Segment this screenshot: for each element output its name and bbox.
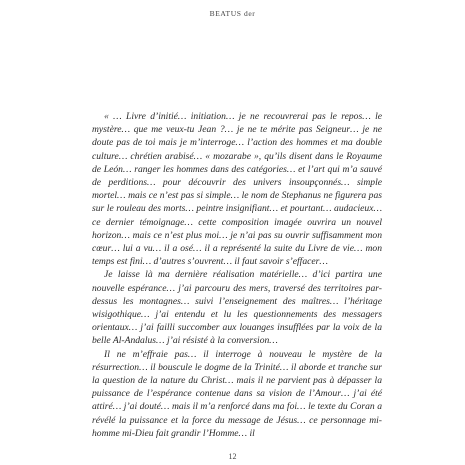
body-text: [92, 110, 382, 440]
paragraph: Il ne m’effraie pas… il interroge à nouveau le mystère de la résurrection… il bouscule le dogme de la Trinité… il aborde et tranche sur la question de la nature du Christ… mais il ne parvient pas à dépasser la puissance de l’espérance contenue dans sa vision de l’Amour… j’ai été attiré… j’ai douté… mais il m’a renforcé dans ma foi… le texte du Coran a révélé la puissance et la force du message de Jésus… ce personnage mi-homme mi-Dieu fait grandir l’Homme… il: [92, 348, 382, 439]
running-head: BEATUS der: [209, 9, 256, 18]
paragraph: « … Livre d’initié… initiation… je ne recouvrerai pas le repos… le mystère… que me veux-tu Jean ?… je ne te mérite pas Seigneur… je ne doute pas de toi mais je m’interroge… l’action des hommes et ma double culture… chrétien arabisé… « mozarabe », qu’ils disent dans le Royaume de León… ranger les hommes dans des catégories… et l’art qui m’a sauvé de perditions… pour découvrir des univers insoupçonnés… simple mortel… mais ce n’est pas si simple… le nom de Stephanus ne figurera pas sur le rouleau des morts… peintre insignifiant… et pourtant… audacieux… ce dernier témoignage… cette composition imagée ouvrira un nouvel horizon… mais ce n’est plus moi… je n’ai pas su ouvrir suffisamment mon cœur… lui a vu… il a osé… il a représenté la suite du Livre de vie… mon temps est fini… d’autres s’ouvrent… il faut savoir s’effacer…: [92, 111, 382, 268]
paragraph: Je laisse là ma dernière réalisation matérielle… d’ici partira une nouvelle espérance… j’ai parcouru des mers, traversé des territoires par-dessus les montagnes… suivi l’enseignement des maîtres… l’héritage wisigothique… j’ai entendu et lu les questionnements des messagers orientaux… j’ai failli succomber aux louanges insufflées par la voix de la belle Al-Andalus… j’ai résisté à la conversion…: [92, 269, 382, 347]
page-number: 12: [228, 452, 237, 461]
